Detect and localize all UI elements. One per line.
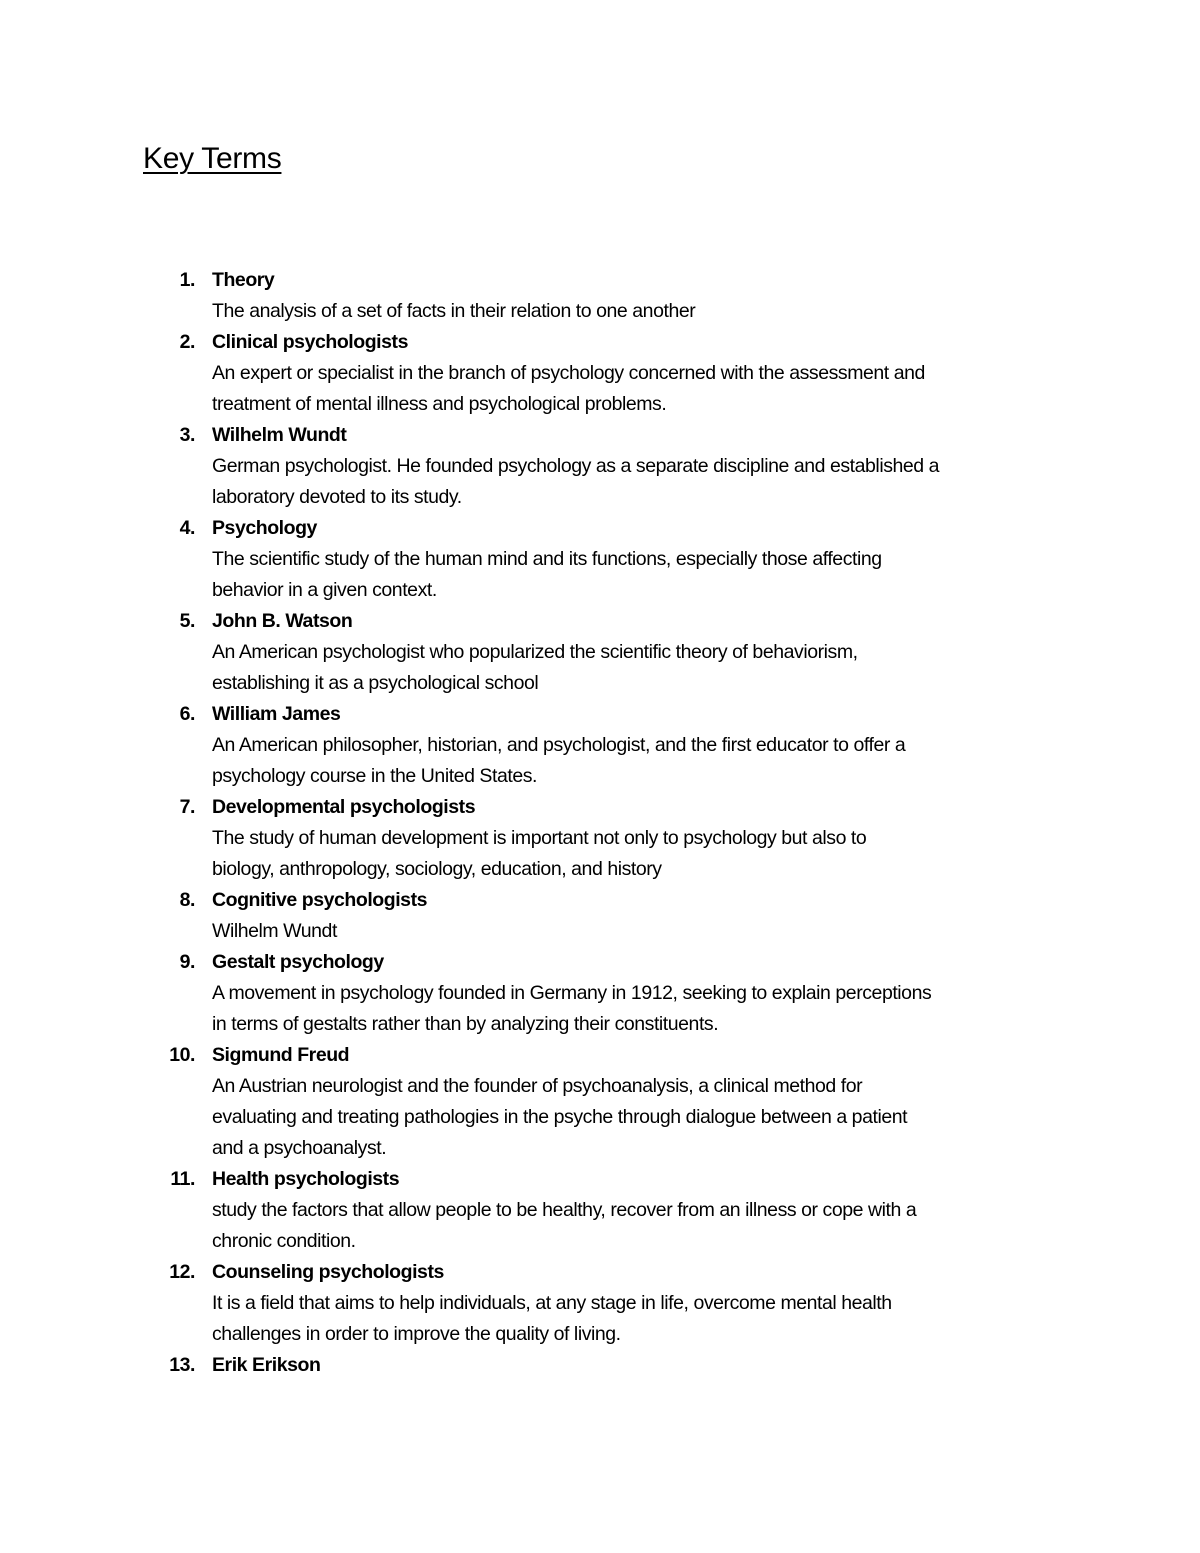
term-number: 3.	[179, 424, 195, 446]
term-number: 6.	[179, 703, 195, 725]
term-heading	[0, 699, 1200, 730]
term-definition-line: An American psychologist who popularized the scientific theory of behaviorism,	[212, 641, 858, 663]
list-item	[0, 885, 1200, 947]
term-name: Wilhelm Wundt	[212, 424, 347, 446]
list-item	[0, 1164, 1200, 1257]
list-item	[0, 265, 1200, 327]
term-number: 13.	[169, 1354, 195, 1376]
term-heading	[0, 420, 1200, 451]
term-heading	[0, 513, 1200, 544]
term-definition-line: evaluating and treating pathologies in the psyche through dialogue between a patient	[212, 1106, 908, 1128]
list-item	[0, 513, 1200, 606]
term-name: Developmental psychologists	[212, 796, 476, 818]
term-heading	[0, 1164, 1200, 1195]
term-definition-line: laboratory devoted to its study.	[212, 486, 462, 508]
term-number: 1.	[179, 269, 195, 291]
term-name: Erik Erikson	[212, 1354, 321, 1376]
term-name: Cognitive psychologists	[212, 889, 428, 911]
list-item	[0, 1257, 1200, 1350]
list-item	[0, 1040, 1200, 1164]
term-name: Clinical psychologists	[212, 331, 408, 353]
term-name: Sigmund Freud	[212, 1044, 350, 1066]
term-definition-line: study the factors that allow people to be healthy, recover from an illness or cope with a	[212, 1199, 917, 1221]
term-definition-line: An expert or specialist in the branch of psychology concerned with the assessment and	[212, 362, 925, 384]
term-number: 7.	[179, 796, 195, 818]
list-item	[0, 420, 1200, 513]
term-definition-line: behavior in a given context.	[212, 579, 437, 601]
term-definition-line: A movement in psychology founded in Germany in 1912, seeking to explain perceptions	[212, 982, 932, 1004]
term-number: 4.	[179, 517, 195, 539]
term-heading	[0, 792, 1200, 823]
term-definition-line: The study of human development is important not only to psychology but also to	[212, 827, 867, 849]
term-heading	[0, 885, 1200, 916]
term-definition-line: challenges in order to improve the quality of living.	[212, 1323, 621, 1345]
term-definition-line: psychology course in the United States.	[212, 765, 537, 787]
term-definition-line: An Austrian neurologist and the founder of psychoanalysis, a clinical method for	[212, 1075, 863, 1097]
term-definition-line: An American philosopher, historian, and psychologist, and the first educator to offer a	[212, 734, 906, 756]
term-name: Gestalt psychology	[212, 951, 384, 973]
term-number: 10.	[169, 1044, 195, 1066]
term-name: Health psychologists	[212, 1168, 400, 1190]
term-name: Psychology	[212, 517, 317, 539]
term-definition-line: It is a field that aims to help individuals, at any stage in life, overcome mental health	[212, 1292, 892, 1314]
term-number: 5.	[179, 610, 195, 632]
term-definition-line: Wilhelm Wundt	[212, 920, 337, 942]
term-number: 2.	[179, 331, 195, 353]
list-item	[0, 1350, 1200, 1381]
term-definition-line: The scientific study of the human mind and its functions, especially those affecting	[212, 548, 882, 570]
term-number: 12.	[169, 1261, 195, 1283]
term-heading	[0, 1350, 1200, 1381]
term-heading	[0, 947, 1200, 978]
term-name: Theory	[212, 269, 275, 291]
page-title: Key Terms	[143, 142, 282, 175]
list-item	[0, 327, 1200, 420]
term-heading	[0, 327, 1200, 358]
term-number: 9.	[179, 951, 195, 973]
list-item	[0, 792, 1200, 885]
term-definition-line: German psychologist. He founded psychology as a separate discipline and established a	[212, 455, 940, 477]
term-definition-line: establishing it as a psychological school	[212, 672, 539, 694]
term-heading	[0, 265, 1200, 296]
term-definition-line: biology, anthropology, sociology, education, and history	[212, 858, 662, 880]
term-heading	[0, 1040, 1200, 1071]
term-name: John B. Watson	[212, 610, 353, 632]
list-item	[0, 947, 1200, 1040]
term-definition-line: and a psychoanalyst.	[212, 1137, 387, 1159]
term-definition-line: The analysis of a set of facts in their relation to one another	[212, 300, 696, 322]
term-name: Counseling psychologists	[212, 1261, 444, 1283]
term-definition-line: chronic condition.	[212, 1230, 356, 1252]
term-heading	[0, 1257, 1200, 1288]
term-number: 11.	[170, 1168, 195, 1190]
list-item	[0, 699, 1200, 792]
term-name: William James	[212, 703, 341, 725]
term-number: 8.	[179, 889, 195, 911]
term-definition-line: treatment of mental illness and psychological problems.	[212, 393, 667, 415]
term-definition-line: in terms of gestalts rather than by analyzing their constituents.	[212, 1013, 719, 1035]
list-item	[0, 606, 1200, 699]
term-heading	[0, 606, 1200, 637]
key-terms-list	[0, 265, 1200, 1381]
